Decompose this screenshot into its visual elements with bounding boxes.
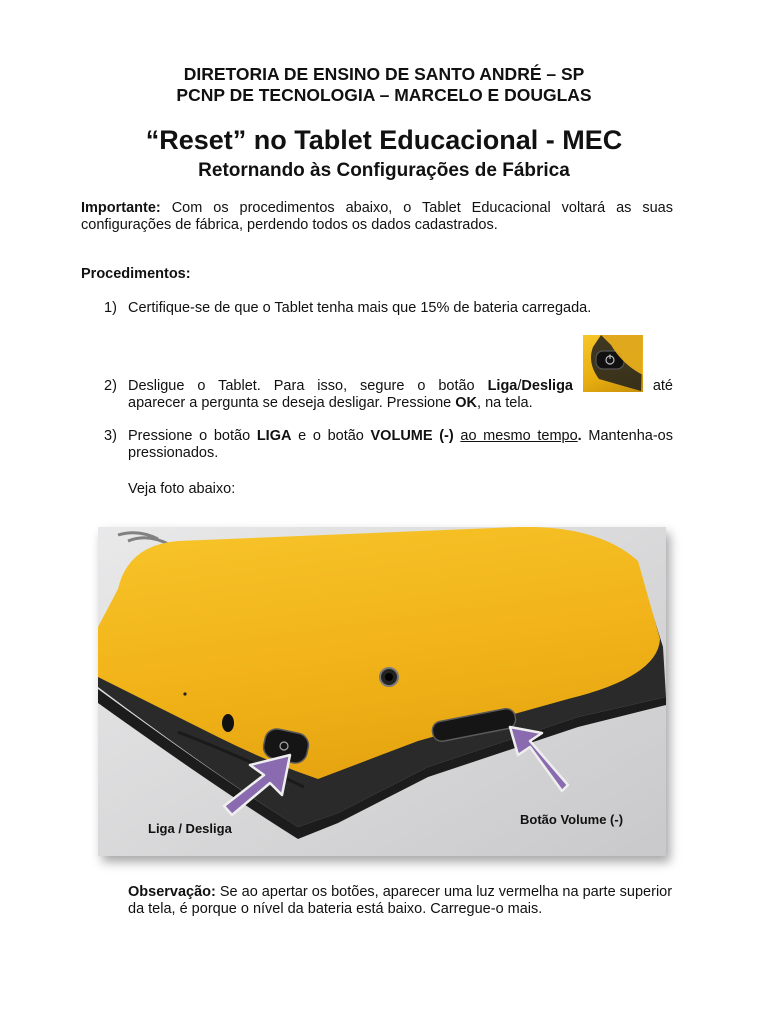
step-3-liga: LIGA [256, 428, 292, 444]
step-3-volume: VOLUME (-) [370, 428, 454, 444]
step-2 [104, 378, 673, 412]
step-2-ate: até [652, 378, 673, 394]
procedures-heading: Procedimentos: [81, 266, 191, 282]
step-1-number: 1) [104, 300, 117, 316]
step-2-liga: Liga [487, 378, 518, 394]
see-photo-line [104, 481, 673, 498]
observation-label: Observação: [128, 884, 216, 900]
step-2-text-a: Desligue o Tablet. Para isso, segure o botão [128, 378, 488, 394]
important-text: Com os procedimentos abaixo, o Tablet Educacional voltará as suas configurações de fábrica, perdendo todos os dados cadastrados. [81, 200, 673, 233]
step-2-ok: OK [455, 395, 478, 411]
step-3-period: . [577, 428, 582, 444]
page-subtitle: Retornando às Configurações de Fábrica [198, 160, 570, 181]
step-1 [104, 300, 673, 317]
page-title: “Reset” no Tablet Educacional - MEC [145, 125, 623, 155]
header-line-2: PCNP DE TECNOLOGIA – MARCELO E DOUGLAS [176, 85, 592, 105]
observation-text: Se ao apertar os botões, aparecer uma luz vermelha na parte superior da tela, é porque o nível da bateria está baixo. Carregue-o mais. [128, 884, 673, 917]
header-line-1: DIRETORIA DE ENSINO DE SANTO ANDRÉ – SP [183, 64, 585, 84]
document-header [0, 64, 768, 106]
step-2-number: 2) [104, 378, 117, 394]
tablet-photo [98, 527, 666, 856]
observation-note [128, 884, 673, 918]
see-photo-text: Veja foto abaixo: [128, 481, 236, 497]
volume-button-label: Botão Volume (-) [520, 812, 624, 827]
step-3-text-b: e o botão [291, 428, 371, 444]
step-3-number: 3) [104, 428, 117, 444]
step-1-text: Certifique-se de que o Tablet tenha mais que 15% de bateria carregada. [128, 300, 592, 316]
power-button-label: Liga / Desliga [148, 821, 232, 836]
step-3-text-a: Pressione o botão [128, 428, 257, 444]
step-3 [104, 428, 673, 462]
step-2-desliga: Desliga [521, 378, 573, 394]
step-2-text-c: , na tela. [477, 395, 533, 411]
step-2-text-b: aparecer a pergunta se deseja desligar. Pressione [128, 395, 456, 411]
step-3-same-time: ao mesmo tempo [460, 428, 578, 444]
step-2-slash: / [517, 378, 522, 394]
important-note [81, 200, 673, 234]
step-3-text-c: Mantenha-os pressionados. [128, 428, 673, 461]
important-label: Importante: [81, 200, 161, 216]
